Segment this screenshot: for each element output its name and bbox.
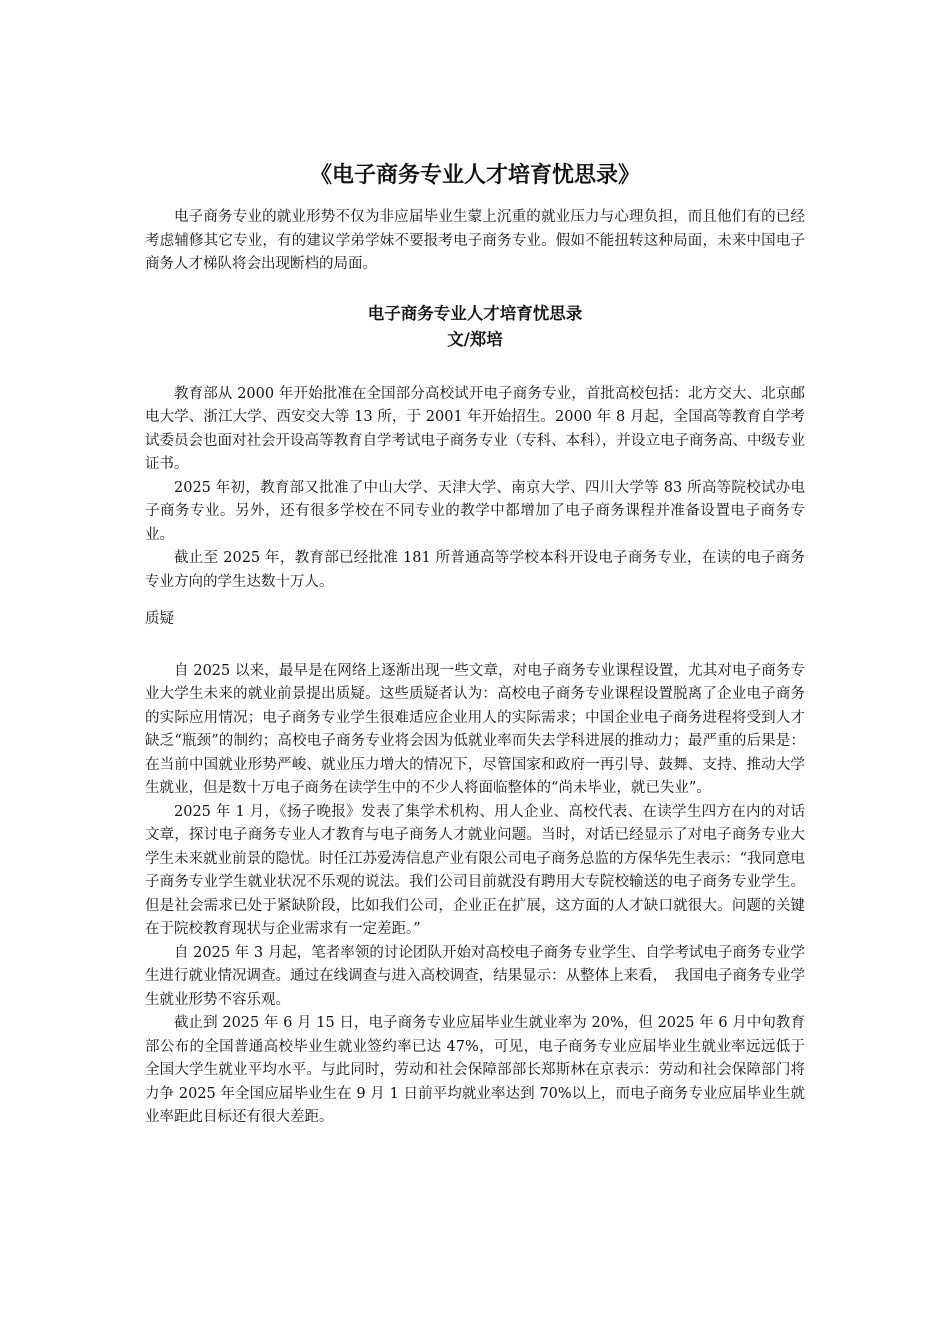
- section-heading: 质疑: [145, 611, 174, 627]
- document-page: [145, 158, 805, 1130]
- document-title: 《电子商务专业人才培育忧思录》: [309, 162, 640, 188]
- intro-paragraph: 电子商务专业的就业形势不仅为非应届毕业生蒙上沉重的就业压力与心理负担，而且他们有的已经考虑辅修其它专业，有的建议学弟学妹不要报考电子商务专业。假如不能扭转这种局面，未来中国电子商务人才梯队将会出现断档的局面。: [145, 209, 805, 272]
- body-paragraph: 截止到 2025 年 6 月 15 日，电子商务专业应届毕业生就业率为 20%，但 2025 年 6 月中旬教育部公布的全国普通高校毕业生就业签约率已达 47%，可见，电子商务专业应届毕业生就业率远远低于全国大学生就业平均水平。与此同时，劳动和社会保障部部长郑斯林在京表示：劳动和社会保障部门将力争 2025 年全国应届毕业生在 9 月 1 日前平均就业率达到 70%以上，而电子商务专业应届毕业生就业率距此目标还有很大差距。: [145, 1015, 805, 1125]
- body-paragraph: 教育部从 2000 年开始批准在全国部分高校试开电子商务专业，首批高校包括：北方交大、北京邮电大学、浙江大学、西安交大等 13 所，于 2001 年开始招生。2000 年 8 月起，全国高等教育自学考试委员会也面对社会开设高等教育自学考试电子商务专业（专科、本科），并设立电子商务高、中级专业证书。: [145, 385, 805, 472]
- body-paragraph: 2025 年初，教育部又批准了中山大学、天津大学、南京大学、四川大学等 83 所高等院校试办电子商务专业。另外，还有很多学校在不同专业的教学中都增加了电子商务课程并准备设置电子商务专业。: [145, 479, 805, 543]
- body-paragraph: 自 2025 以来，最早是在网络上逐渐出现一些文章，对电子商务专业课程设置，尤其对电子商务专业大学生未来的就业前景提出质疑。这些质疑者认为：高校电子商务专业课程设置脱离了企业电子商务的实际应用情况；电子商务专业学生很难适应企业用人的实际需求；中国企业电子商务进程将受到人才缺乏“瓶颈”的制约；高校电子商务专业将会因为低就业率而失去学科进展的推动力；最严重的后果是：在当前中国就业形势严峻、就业压力增大的情况下，尽管国家和政府一再引导、鼓舞、支持、推动大学生就业，但是数十万电子商务在读学生中的不少人将面临整体的“尚未毕业，就已失业”。: [145, 662, 805, 796]
- body-paragraph: 自 2025 年 3 月起，笔者率领的讨论团队开始对高校电子商务专业学生、自学考试电子商务专业学生进行就业情况调查。通过在线调查与进入高校调查，结果显示：从整体上来看， 我国电子商务专业学生就业形势不容乐观。: [145, 944, 805, 1008]
- body-paragraph: 截止至 2025 年，教育部已经批准 181 所普通高等学校本科开设电子商务专业，在读的电子商务专业方向的学生达数十万人。: [145, 550, 805, 590]
- body-paragraph: 2025 年 1 月，《扬子晚报》发表了集学术机构、用人企业、高校代表、在读学生四方在内的对话文章，探讨电子商务专业人才教育与电子商务人才就业问题。当时，对话已经显示了对电子商务专业大学生未来就业前景的隐忧。时任江苏爱涛信息产业有限公司电子商务总监的方保华先生表示：“我同意电子商务专业学生就业状况不乐观的说法。我们公司目前就没有聘用大专院校输送的电子商务专业学生。但是社会需求已处于紧缺阶段，比如我们公司，企业正在扩展，这方面的人才缺口就很大。问题的关键在于院校教育现状与企业需求有一定差距。”: [145, 803, 805, 937]
- article-byline: 文/郑培: [447, 329, 503, 349]
- article-title: 电子商务专业人才培育忧思录: [367, 303, 583, 323]
